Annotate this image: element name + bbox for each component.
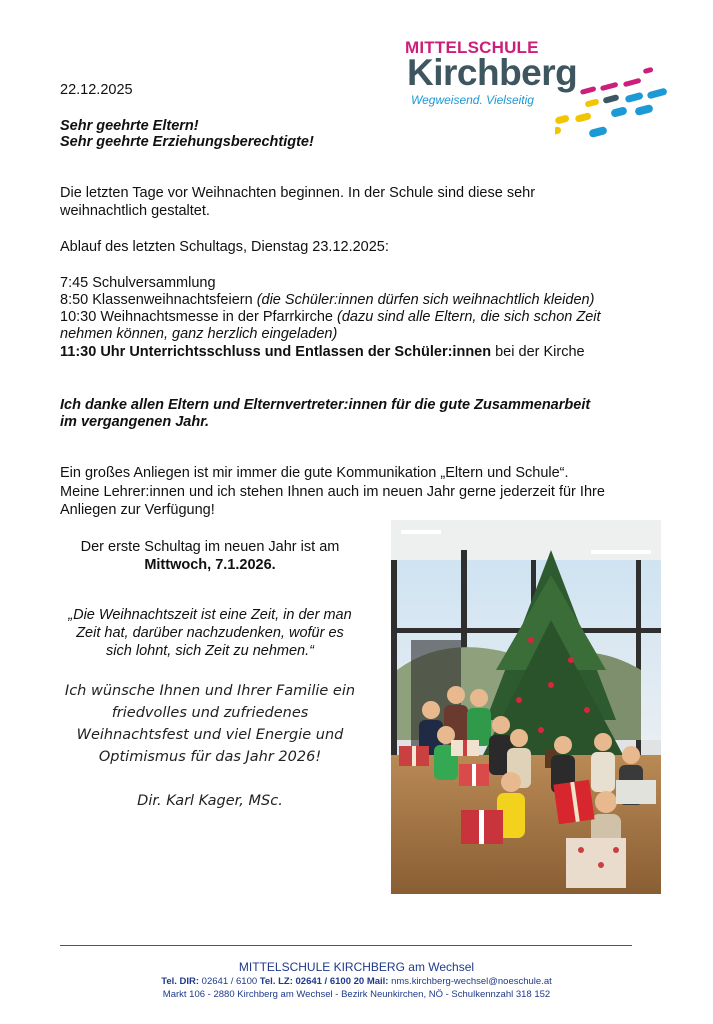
christmas-tree-photo-icon (391, 520, 661, 894)
schedule-item-1: 7:45 Schulversammlung (60, 275, 216, 291)
quote-line-1: „Die Weihnachtszeit ist eine Zeit, in der man (68, 607, 352, 623)
quote-line-3: sich lohnt, sich Zeit zu nehmen.“ (106, 643, 314, 659)
schedule-heading: Ablauf des letzten Schultags, Dienstag 23.12.2025: (60, 239, 389, 255)
first-day-date: Mittwoch, 7.1.2026. (144, 557, 276, 573)
school-logo (405, 36, 680, 146)
schedule-item-4 (60, 344, 585, 361)
thanks-line-1: Ich danke allen Eltern und Elternvertreter:innen für die gute Zusammenarbeit (60, 397, 591, 413)
footer-mail-label: Mail: (364, 976, 389, 987)
logo-title-main: Kirchberg (407, 52, 578, 93)
salutation-line-2: Sehr geehrte Erziehungsberechtigte! (60, 134, 314, 150)
footer-tel-dir: 02641 / 6100 (199, 976, 260, 987)
wishes-line-4: Optimismus für das Jahr 2026! (98, 749, 322, 765)
footer-contact (0, 976, 713, 987)
logo-dots-icon (555, 56, 680, 146)
intro-line-2: weihnachtlich gestaltet. (60, 203, 210, 219)
schedule-item-3-note: (dazu sind alle Eltern, die sich schon Zeit (336, 309, 601, 325)
footer-address: Markt 106 - 2880 Kirchberg am Wechsel - Bezirk Neunkirchen, NÖ - Schulkennzahl 318 152 (162, 989, 551, 1000)
footer-school-bold: MITTELSCHULE KIRCHBERG (238, 960, 405, 974)
communication-line-2: Meine Lehrer:innen und ich stehen Ihnen auch im neuen Jahr gerne jederzeit für Ihre (60, 484, 605, 500)
wishes-line-1: Ich wünsche Ihnen und Ihrer Familie ein (64, 683, 356, 699)
schedule-item-2 (60, 292, 594, 309)
communication-line-3: Anliegen zur Verfügung! (60, 502, 215, 518)
schedule-item-4-rest: bei der Kirche (491, 344, 585, 360)
christmas-class-photo (391, 520, 661, 894)
footer-mail: nms.kirchberg-wechsel@noeschule.at (388, 976, 552, 987)
schedule-item-2-main: 8:50 Klassenweihnachtsfeiern (60, 292, 257, 308)
schedule-item-3-note-cont: nehmen können, ganz herzlich eingeladen) (60, 326, 338, 342)
schedule-item-2-note: (die Schüler:innen dürfen sich weihnachtlich kleiden) (256, 292, 595, 308)
quote-line-2: Zeit hat, darüber nachzudenken, wofür es (76, 625, 344, 641)
intro-line-1: Die letzten Tage vor Weihnachten beginnen. In der Schule sind diese sehr (60, 185, 536, 201)
wishes-line-3: Weihnachtsfest und viel Energie und (76, 727, 344, 743)
footer-tel-dir-label: Tel. DIR: (161, 976, 200, 987)
logo-tagline: Wegweisend. Vielseitig (411, 93, 534, 107)
communication-line-1: Ein großes Anliegen ist mir immer die gute Kommunikation „Eltern und Schule“. (60, 465, 569, 481)
wishes-line-2: friedvolles und zufriedenes (111, 705, 309, 721)
signature: Dir. Karl Kager, MSc. (137, 793, 283, 809)
footer-school-rest: am Wechsel (404, 960, 475, 974)
thanks-line-2: im vergangenen Jahr. (60, 414, 210, 430)
salutation-line-1: Sehr geehrte Eltern! (60, 118, 199, 134)
footer-divider (60, 945, 632, 946)
first-day-line-1: Der erste Schultag im neuen Jahr ist am (80, 539, 340, 555)
letter-date: 22.12.2025 (60, 82, 133, 98)
footer-school-name (0, 960, 713, 974)
schedule-item-3 (60, 309, 601, 326)
schedule-item-4-bold: 11:30 Uhr Unterrichtsschluss und Entlassen der Schüler:innen (60, 344, 492, 360)
logo-title-small: MITTELSCHULE (405, 38, 539, 57)
schedule-item-3-main: 10:30 Weihnachtsmesse in der Pfarrkirche (60, 309, 337, 325)
footer-tel-lz: Tel. LZ: 02641 / 6100 20 (259, 976, 365, 987)
